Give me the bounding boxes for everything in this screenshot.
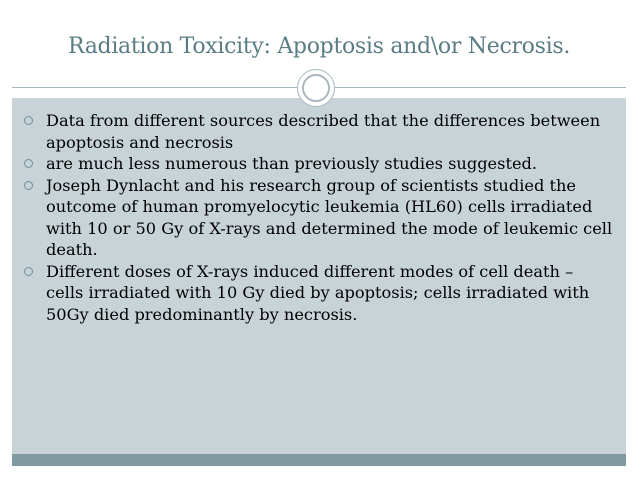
bullet-circle-icon	[24, 159, 33, 168]
bullet-list	[14, 110, 614, 325]
bullet-text: are much less numerous than previously studies suggested.	[46, 154, 538, 173]
bullet-item	[14, 110, 614, 153]
bullet-text: Data from different sources described that the differences between apoptosis and necrosis	[46, 111, 601, 152]
bullet-item	[14, 175, 614, 261]
bullet-text: Joseph Dynlacht and his research group of scientists studied the outcome of human promyelocytic leukemia (HL60) cells irradiated with 10 or 50 Gy of X-rays and determined the mode of leukemic cell death.	[46, 175, 613, 259]
footer-bar	[12, 454, 626, 466]
bullet-circle-icon	[24, 181, 33, 190]
bullet-circle-icon	[24, 267, 33, 276]
bullet-text: Different doses of X-rays induced different modes of cell death – cells irradiated with 10 Gy died by apoptosis; cells irradiated with 50Gy died predominantly by necrosis.	[46, 261, 590, 324]
divider-circle-inner	[302, 74, 330, 102]
bullet-circle-icon	[24, 116, 33, 125]
bullet-item	[14, 153, 614, 175]
divider-circle-ornament	[297, 69, 335, 107]
slide-title: Radiation Toxicity: Apoptosis and\or Necrosis.	[67, 34, 571, 59]
bullet-item	[14, 261, 614, 326]
